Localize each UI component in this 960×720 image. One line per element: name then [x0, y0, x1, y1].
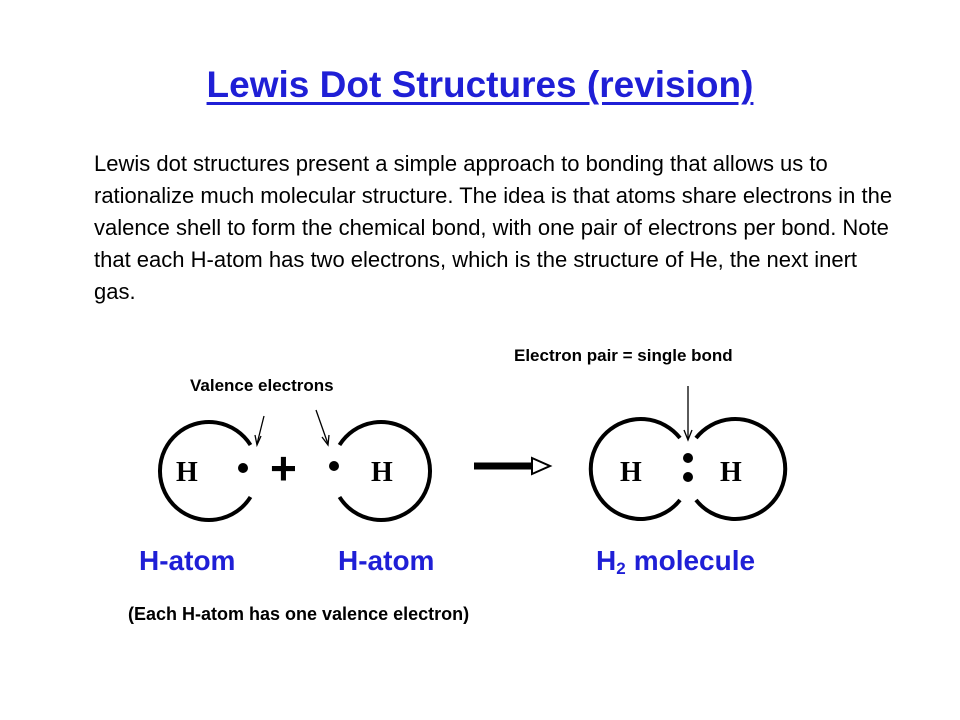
- caption-h2-prefix: H: [596, 545, 617, 576]
- h-atom-right-symbol: H: [371, 457, 393, 488]
- valence-pointer-left: [257, 416, 264, 444]
- valence-pointer-right: [316, 410, 328, 444]
- caption-h-atom-2: H-atom: [338, 545, 435, 576]
- caption-h2-subscript: 2: [616, 559, 626, 578]
- h-atom-left-shell: [160, 422, 251, 520]
- electron-pair-label: Electron pair = single bond: [514, 346, 733, 365]
- h-atom-left-symbol: H: [176, 457, 198, 488]
- page-title: Lewis Dot Structures (revision): [206, 64, 754, 105]
- h2-right-symbol: H: [720, 457, 742, 488]
- intro-paragraph: Lewis dot structures present a simple approach to bonding that allows us to rationalize much molecular structure. The idea is that atoms share electrons in the valence shell to form the chemical bond, with one pair of electrons per bond. Note that each H-atom has two electrons, which is the structure of He, the next inert gas.: [94, 151, 893, 304]
- h-atom-left-electron: [238, 463, 248, 473]
- caption-h2-suffix: molecule: [633, 545, 756, 576]
- reaction-arrow-head: [532, 458, 550, 474]
- valence-electrons-label: Valence electrons: [190, 376, 334, 395]
- valence-note: (Each H-atom has one valence electron): [128, 604, 470, 624]
- h-atom-right-electron: [329, 461, 339, 471]
- caption-h-atom-1: H-atom: [139, 545, 236, 576]
- plus-sign: +: [270, 442, 297, 494]
- h2-left-symbol: H: [620, 457, 642, 488]
- shared-electron-bottom: [683, 472, 693, 482]
- shared-electron-top: [683, 453, 693, 463]
- caption-h2-molecule: [596, 545, 755, 579]
